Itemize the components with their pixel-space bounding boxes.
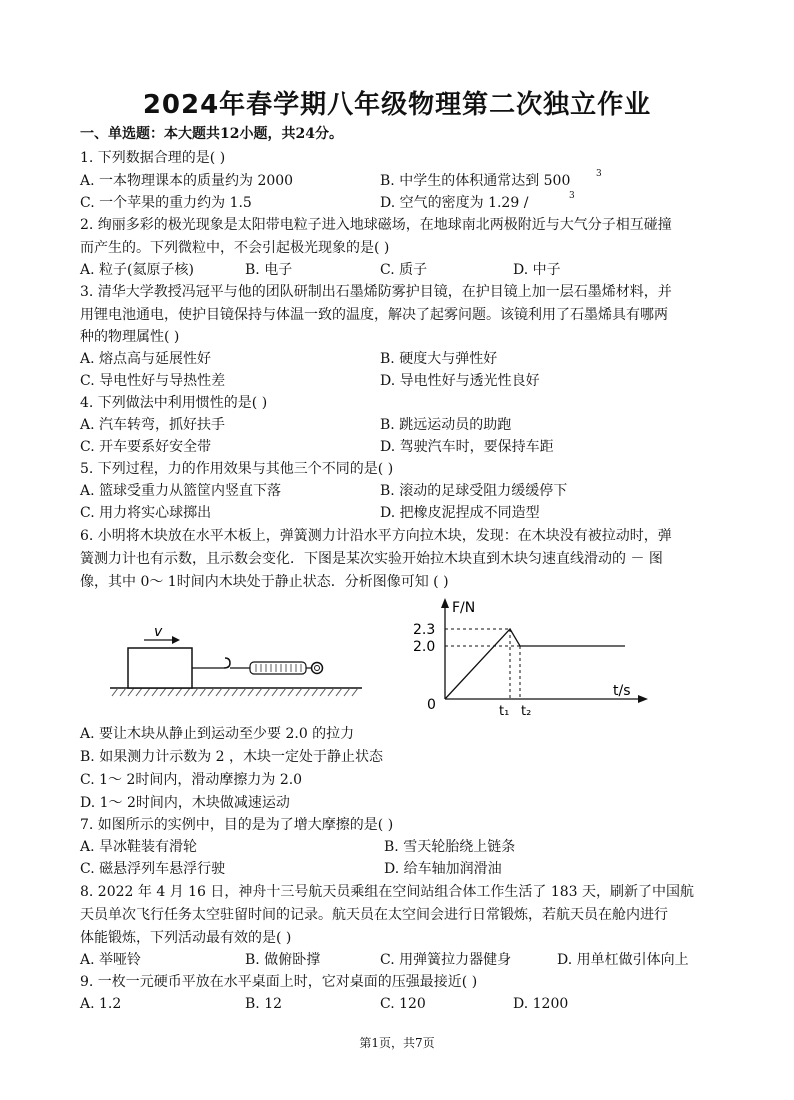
question-1-option-c: C. 一个苹果的重力约为 1.5	[80, 195, 252, 211]
question-8-stem-line-3: 体能锻炼，下列活动最有效的是( )	[80, 930, 292, 946]
origin-label: 0	[427, 697, 436, 713]
question-3-stem-line-1: 3. 清华大学教授冯冠平与他的团队研制出石墨烯防雾护目镜，在护目镜上加一层石墨烯材料，并	[80, 284, 672, 300]
page-title: 2024年春学期八年级物理第二次独立作业	[142, 90, 652, 120]
section-heading: 一、单选题：本大题共12小题，共24分。	[80, 126, 343, 142]
question-8-stem-line-2: 天员单次飞行任务太空驻留时间的记录。航天员在太空间会进行日常锻炼，若航天员在舱内进行	[80, 907, 668, 923]
question-3-option-a: A. 熔点高与延展性好	[80, 351, 212, 367]
question-1-option-a: A. 一本物理课本的质量约为 2000	[80, 173, 294, 189]
question-4-stem: 4. 下列做法中利用惯性的是( )	[80, 395, 268, 411]
x-tick-t1: t₁	[499, 704, 510, 719]
question-6-stem-line-2: 簧测力计也有示数，且示数会变化．下图是某次实验开始拉木块直到木块匀速直线滑动的 － 图	[80, 551, 663, 567]
wooden-block	[128, 648, 192, 688]
question-5-option-a: A. 篮球受重力从篮筐内竖直下落	[80, 483, 282, 499]
block-and-spring-scale-figure	[110, 624, 362, 696]
spring-scale	[250, 662, 306, 674]
y-tick-2-3: 2.3	[413, 622, 436, 638]
question-8-stem-line-1: 8. 2022 年 4 月 16 日，神舟十三号航天员乘组在空间站组合体工作生活了 183 天，刷新了中国航	[80, 884, 695, 900]
question-8-option-d: D. 用单杠做引体向上	[557, 952, 689, 968]
question-8-option-c: C. 用弹簧拉力器健身	[380, 952, 512, 968]
question-4-option-a: A. 汽车转弯，抓好扶手	[80, 417, 226, 433]
question-3-option-d: D. 导电性好与透光性良好	[380, 373, 540, 389]
question-9-option-b: B. 12	[245, 996, 283, 1012]
question-6-stem-line-1: 6. 小明将木块放在水平木板上，弹簧测力计沿水平方向拉木块，发现：在木块没有被拉动时，弹	[80, 528, 672, 544]
force-curve	[445, 629, 625, 699]
question-5-option-d: D. 把橡皮泥捏成不同造型	[380, 505, 540, 521]
question-7-option-a: A. 旱冰鞋装有滑轮	[80, 839, 198, 855]
question-1-option-b: B. 中学生的体积通常达到 500	[380, 173, 571, 189]
question-9-stem: 9. 一枚一元硬币平放在水平桌面上时，它对桌面的压强最接近( )	[80, 974, 478, 990]
question-1-option-d-superscript: 3	[569, 191, 575, 201]
question-1-option-d: D. 空气的密度为 1.29 /	[380, 195, 529, 211]
question-8-option-a: A. 举哑铃	[80, 952, 142, 968]
question-2-option-c: C. 质子	[380, 262, 428, 278]
question-2-stem-line-2: 而产生的。下列微粒中，不会引起极光现象的是( )	[80, 240, 390, 256]
question-6-option-d: D. 1～ 2时间内，木块做减速运动	[80, 795, 290, 811]
x-tick-t2: t₂	[521, 704, 532, 719]
question-3-stem-line-3: 种的物理属性( )	[80, 329, 180, 345]
question-4-option-d: D. 驾驶汽车时，要保持车距	[380, 439, 554, 455]
question-6-option-b: B. 如果测力计示数为 2 ，木块一定处于静止状态	[80, 749, 383, 765]
question-7-option-c: C. 磁悬浮列车悬浮行驶	[80, 861, 226, 877]
y-axis-label: F/N	[452, 600, 476, 616]
question-9-option-d: D. 1200	[513, 996, 569, 1012]
question-5-option-b: B. 滚动的足球受阻力缓缓停下	[380, 483, 568, 499]
question-2-stem-line-1: 2. 绚丽多彩的极光现象是太阳带电粒子进入地球磁场，在地球南北两极附近与大气分子相互碰撞	[80, 217, 672, 233]
x-axis-label: t/s	[613, 683, 631, 699]
question-9-option-a: A. 1.2	[80, 996, 122, 1012]
question-5-stem: 5. 下列过程，力的作用效果与其他三个不同的是( )	[80, 461, 394, 477]
question-7-stem: 7. 如图所示的实例中，目的是为了增大摩擦的是( )	[80, 817, 394, 833]
question-1-stem: 1. 下列数据合理的是( )	[80, 150, 226, 166]
question-7-option-b: B. 雪天轮胎绕上链条	[384, 839, 516, 855]
question-3-stem-line-2: 用锂电池通电，使护目镜保持与体温一致的温度，解决了起雾问题。该镜利用了石墨烯具有哪两	[80, 307, 668, 323]
question-8-option-b: B. 做俯卧撑	[245, 952, 321, 968]
question-7-option-d: D. 给车轴加润滑油	[384, 861, 502, 877]
question-4-option-c: C. 开车要系好安全带	[80, 439, 212, 455]
question-2-option-b: B. 电子	[245, 262, 293, 278]
question-9-option-c: C. 120	[380, 996, 426, 1012]
force-time-graph	[413, 598, 648, 719]
question-3-option-b: B. 硬度大与弹性好	[380, 351, 498, 367]
question-6-figure	[100, 596, 680, 720]
question-2-option-d: D. 中子	[513, 262, 561, 278]
question-4-option-b: B. 跳远运动员的助跑	[380, 417, 512, 433]
question-2-option-a: A. 粒子(氦原子核)	[80, 262, 194, 278]
question-1-option-b-superscript: 3	[596, 169, 602, 179]
question-6-stem-line-3: 像，其中 0～ 1时间内木块处于静止状态．分析图像可知 ( )	[80, 574, 449, 590]
page-footer: 第1页，共7页	[359, 1036, 435, 1050]
question-5-option-c: C. 用力将实心球掷出	[80, 505, 212, 521]
question-3-option-c: C. 导电性好与导热性差	[80, 373, 226, 389]
y-tick-2-0: 2.0	[413, 639, 436, 655]
question-6-option-c: C. 1～ 2时间内，滑动摩擦力为 2.0	[80, 772, 303, 788]
velocity-label: v	[154, 624, 163, 640]
question-6-option-a: A. 要让木块从静止到运动至少要 2.0 的拉力	[80, 726, 355, 742]
